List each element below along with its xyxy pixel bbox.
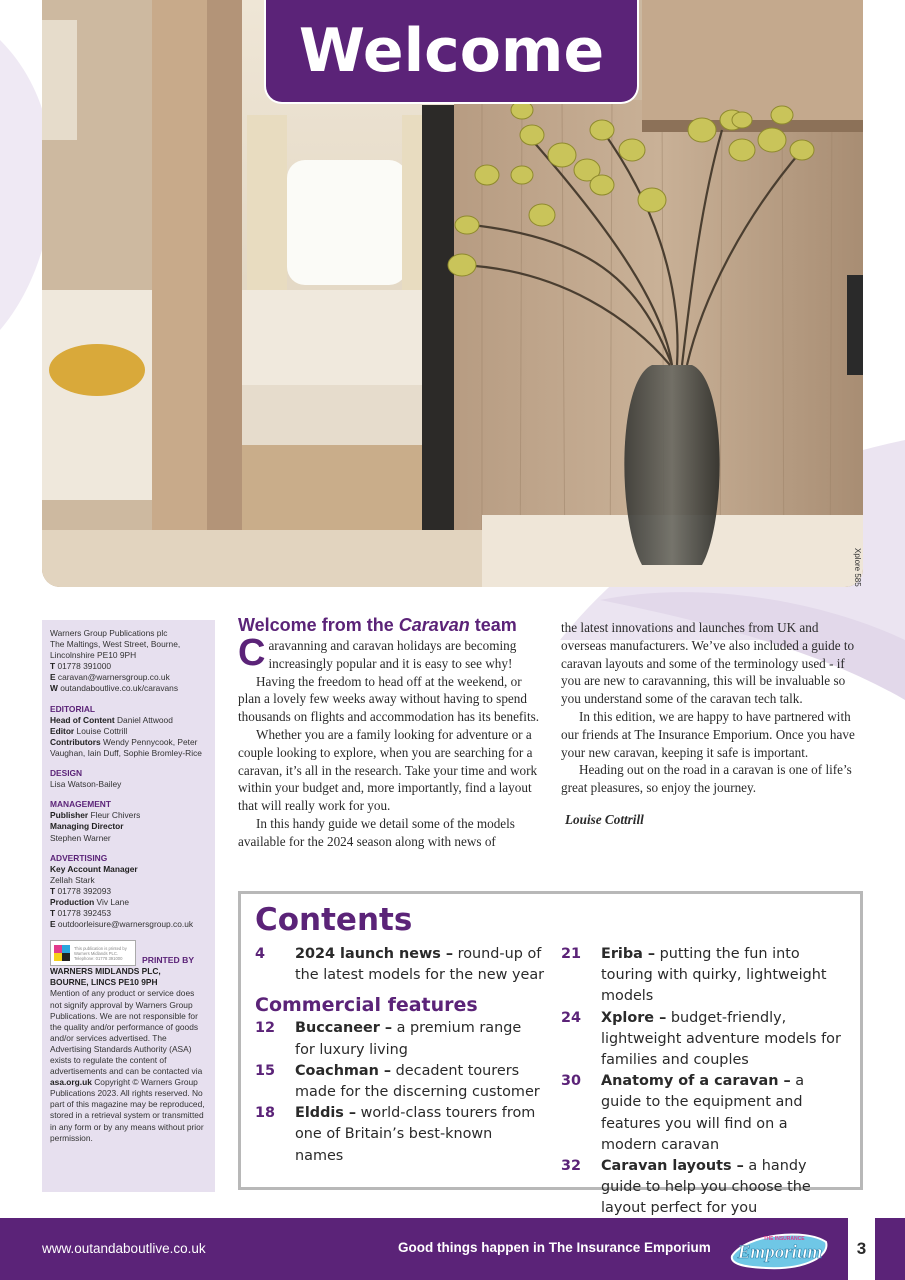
welcome-banner [264,0,639,104]
ad-email-link[interactable]: outdoorleisure@warnersgroup.co.uk [57,919,194,930]
publisher-line-1: Warners Group Publications plc [50,628,168,638]
design-section: DESIGN Lisa Watson-Bailey [50,768,122,790]
contents-page-number: 30 [561,1073,582,1090]
article-paragraph-6: In this edition, we are happy to have partnered with our friends at The Insurance Emporium. Once you have your new caravan, keeping it safe is important. [561,708,855,760]
email-link[interactable]: caravan@warnersgroup.co.uk [57,672,170,683]
contents-page-number: 15 [255,1062,276,1079]
insurance-emporium-logo [726,1226,832,1272]
article-paragraph-2: Having the freedom to head off at the weekend, or plan a lovely few weeks away without having to spend thousands on flights and accommodation has its benefits. [238,673,540,725]
logo-main-text: Emporium [737,1242,823,1263]
publisher-line-2: The Maltings, West Street, Bourne, [50,639,181,650]
printer-logo [50,940,136,966]
contents-page-number: 12 [255,1020,276,1037]
printer-mark-icon [53,944,71,962]
contents-item[interactable]: 21 Eriba – putting the fun into touring with quirky, lightweight models [561,944,846,1008]
contents-page-number: 18 [255,1105,276,1122]
contents-item[interactable]: 4 2024 launch news – round-up of the latest models for the new year [255,944,545,986]
contents-left-column [255,944,545,1167]
publisher-web: W outandaboutlive.co.uk/caravans [50,683,179,694]
contents-item[interactable]: 32 Caravan layouts – a handy guide to help you choose the layout perfect for you [561,1156,846,1220]
contents-page-number: 21 [561,946,582,962]
contents-page-number: 24 [561,1009,582,1026]
web-link[interactable]: outandaboutlive.co.uk/caravans [60,683,179,694]
contents-item[interactable]: 18 Elddis – world-class tourers from one of Britain’s best-known names [255,1103,545,1167]
contents-item[interactable]: 24 Xplore – budget-friendly, lightweight adventure models for families and couples [561,1008,846,1072]
printed-by-row [50,940,207,966]
publisher-email: E caravan@warnersgroup.co.uk [50,672,170,683]
printer-logo-text: This publication is printed by Warners Midlands PLC. Telephone: 01778 391000 [74,945,127,961]
page-number-box [848,1218,875,1280]
photo-credit: Xplore 585 [853,548,862,587]
masthead-sidebar [42,620,215,1192]
article-column-2 [561,619,863,829]
article-title: Welcome from the Caravan team [238,615,517,635]
article-paragraph-7: Heading out on the road in a caravan is one of life’s great pleasures, so enjoy the journey. [561,762,852,796]
asa-link[interactable]: asa.org.uk [50,1077,92,1088]
contents-box [238,891,863,1217]
contents-item[interactable]: 15 Coachman – decadent tourers made for the discerning customer [255,1061,545,1103]
contents-subheading: Commercial features [255,994,478,1017]
printer-name: WARNERS MIDLANDS PLC, [50,966,161,977]
page-footer [0,1218,905,1280]
publisher-line-3: Lincolnshire PE10 9PH [50,650,137,661]
printer-address: BOURNE, LINCS PE10 9PH [50,977,158,988]
contents-item[interactable]: 30 Anatomy of a caravan – a guide to the equipment and features you will find on a modern caravan [561,1071,846,1156]
printed-by-label: PRINTED BY [142,955,195,966]
page-number: 3 [856,1239,867,1258]
management-section: MANAGEMENT Publisher Fleur Chivers Managing Director Stephen Warner [50,799,141,843]
logo-small-text: THE INSURANCE [763,1236,805,1242]
disclaimer: Mention of any product or service does not signify approval by Warners Group Publications. We are not responsible for the quality and/or performance of goods and/or services advertised. The Advertising Standards Authority (ASA) exists to regulate the content of advertisements and can be contacted via asa.org.uk Copyright © Warners Group Publications 2023. All rights reserved. No part of this magazine may be reproduced, stored in a retrieval system or transmitted in any form or by any means without prior permission. [50,988,205,1143]
contents-right-column [561,944,846,1220]
article-paragraph-3: Whether you are a family looking for adventure or a couple looking to explore, when you are searching for a caravan, it’s all in the research. Take your time and work within your budget and, more importantly, find a layout that will really work for you. [238,726,538,814]
page-title: Welcome [298,16,605,86]
footer-tagline: Good things happen in The Insurance Emporium [398,1240,711,1255]
signature: Louise Cottrill [565,811,644,827]
editorial-section: EDITORIAL Head of Content Daniel Attwood Editor Louise Cottrill Contributors Wendy Pennycook, Peter Vaughan, Iain Duff, Sophie Bromley-Rice [50,703,202,758]
article-paragraph-4: In this handy guide we detail some of the models available for the 2024 season along with news of [238,815,515,849]
contents-page-number: 32 [561,1158,582,1175]
contents-page-number: 4 [255,946,266,962]
article-paragraph-1: Caravanning and caravan holidays are becoming increasingly popular and it is easy to see why! [238,632,517,674]
advertising-section: ADVERTISING Key Account Manager Zellah Stark T 01778 392093 Production Viv Lane T 01778 392453 E outdoorleisure@warnersgroup.co.uk [50,852,194,930]
article-column-1 [238,632,544,851]
publisher-phone: T 01778 391000 [50,661,112,672]
contents-item[interactable]: 12 Buccaneer – a premium range for luxury living [255,1018,545,1060]
footer-url[interactable]: www.outandaboutlive.co.uk [42,1241,206,1256]
article-paragraph-5: the latest innovations and launches from UK and overseas manufacturers. We’ve also included a guide to caravan layouts and some of the terminology used - if you are new to caravanning, this will be invaluable so you understand some of the caravan tech talk. [561,620,855,707]
contents-title: Contents [255,902,413,938]
drop-cap: C [238,632,266,674]
